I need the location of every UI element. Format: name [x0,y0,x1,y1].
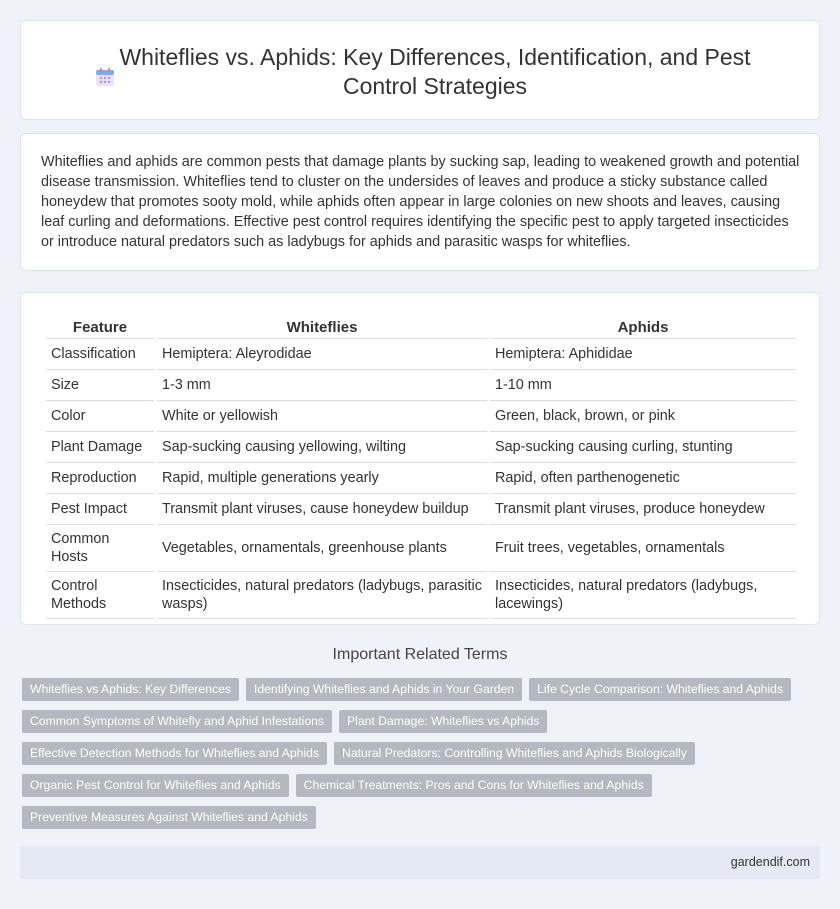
cell-feature: Pest Impact [46,494,154,525]
cell-whiteflies: White or yellowish [157,401,487,432]
related-term-tag[interactable]: Organic Pest Control for Whiteflies and Aphids [22,774,289,797]
cell-feature: Color [46,401,154,432]
table-row [46,401,796,432]
header-aphids: Aphids [490,315,796,339]
cell-feature: Classification [46,339,154,370]
related-term-tag[interactable]: Preventive Measures Against Whiteflies and Aphids [22,806,316,829]
table-row [46,463,796,494]
footer [20,846,820,879]
table-row [46,572,796,619]
related-terms-title: Important Related Terms [332,646,508,663]
cell-aphids: Fruit trees, vegetables, ornamentals [490,525,796,572]
cell-aphids: Transmit plant viruses, produce honeydew [490,494,796,525]
cell-whiteflies: Vegetables, ornamentals, greenhouse plants [157,525,487,572]
cell-aphids: Sap-sucking causing curling, stunting [490,432,796,463]
cell-aphids: Insecticides, natural predators (ladybugs, lacewings) [490,572,796,619]
header-card [20,20,820,120]
cell-aphids: Hemiptera: Aphididae [490,339,796,370]
related-term-tag[interactable]: Identifying Whiteflies and Aphids in Your Garden [246,678,522,701]
related-terms-list [22,678,812,829]
cell-whiteflies: Rapid, multiple generations yearly [157,463,487,494]
cell-whiteflies: Transmit plant viruses, cause honeydew buildup [157,494,487,525]
comparison-card [20,292,820,625]
footer-site[interactable]: gardendif.com [730,855,810,869]
intro-text: Whiteflies and aphids are common pests that damage plants by sucking sap, leading to weakened growth and potential disease transmission. Whiteflies tend to cluster on the undersides of leaves and produce a sticky substance called honeydew that promotes sooty mold, while aphids often appear in large colonies on new shoots and leaves, causing leaf curling and deformations. Effective pest control requires identifying the specific pest to apply targeted insecticides or introduce natural predators such as ladybugs for aphids and parasitic wasps for whiteflies. [41,154,800,250]
cell-whiteflies: Sap-sucking causing yellowing, wilting [157,432,487,463]
related-term-tag[interactable]: Effective Detection Methods for Whiteflies and Aphids [22,742,327,765]
related-term-tag[interactable]: Life Cycle Comparison: Whiteflies and Aphids [529,678,791,701]
cell-aphids: 1-10 mm [490,370,796,401]
intro-card [20,133,820,271]
related-term-tag[interactable]: Natural Predators: Controlling Whiteflies and Aphids Biologically [334,742,695,765]
page-title: Whiteflies vs. Aphids: Key Differences, Identification, and Pest Control Strategies [119,44,751,99]
table-header-row [46,315,796,339]
related-term-tag[interactable]: Whiteflies vs Aphids: Key Differences [22,678,239,701]
cell-feature: Common Hosts [46,525,154,572]
cell-feature: Size [46,370,154,401]
table-row [46,525,796,572]
related-term-tag[interactable]: Chemical Treatments: Pros and Cons for Whiteflies and Aphids [296,774,652,797]
cell-feature: Reproduction [46,463,154,494]
table-row [46,370,796,401]
table-row [46,494,796,525]
table-row [46,339,796,370]
cell-feature: Plant Damage [46,432,154,463]
cell-feature: Control Methods [46,572,154,619]
cell-whiteflies: Hemiptera: Aleyrodidae [157,339,487,370]
cell-aphids: Green, black, brown, or pink [490,401,796,432]
cell-whiteflies: 1-3 mm [157,370,487,401]
related-term-tag[interactable]: Plant Damage: Whiteflies vs Aphids [339,710,547,733]
header-feature: Feature [46,315,154,339]
comparison-table [43,315,799,619]
cell-whiteflies: Insecticides, natural predators (ladybugs, parasitic wasps) [157,572,487,619]
cell-aphids: Rapid, often parthenogenetic [490,463,796,494]
header-whiteflies: Whiteflies [157,315,487,339]
table-row [46,432,796,463]
related-term-tag[interactable]: Common Symptoms of Whitefly and Aphid Infestations [22,710,332,733]
